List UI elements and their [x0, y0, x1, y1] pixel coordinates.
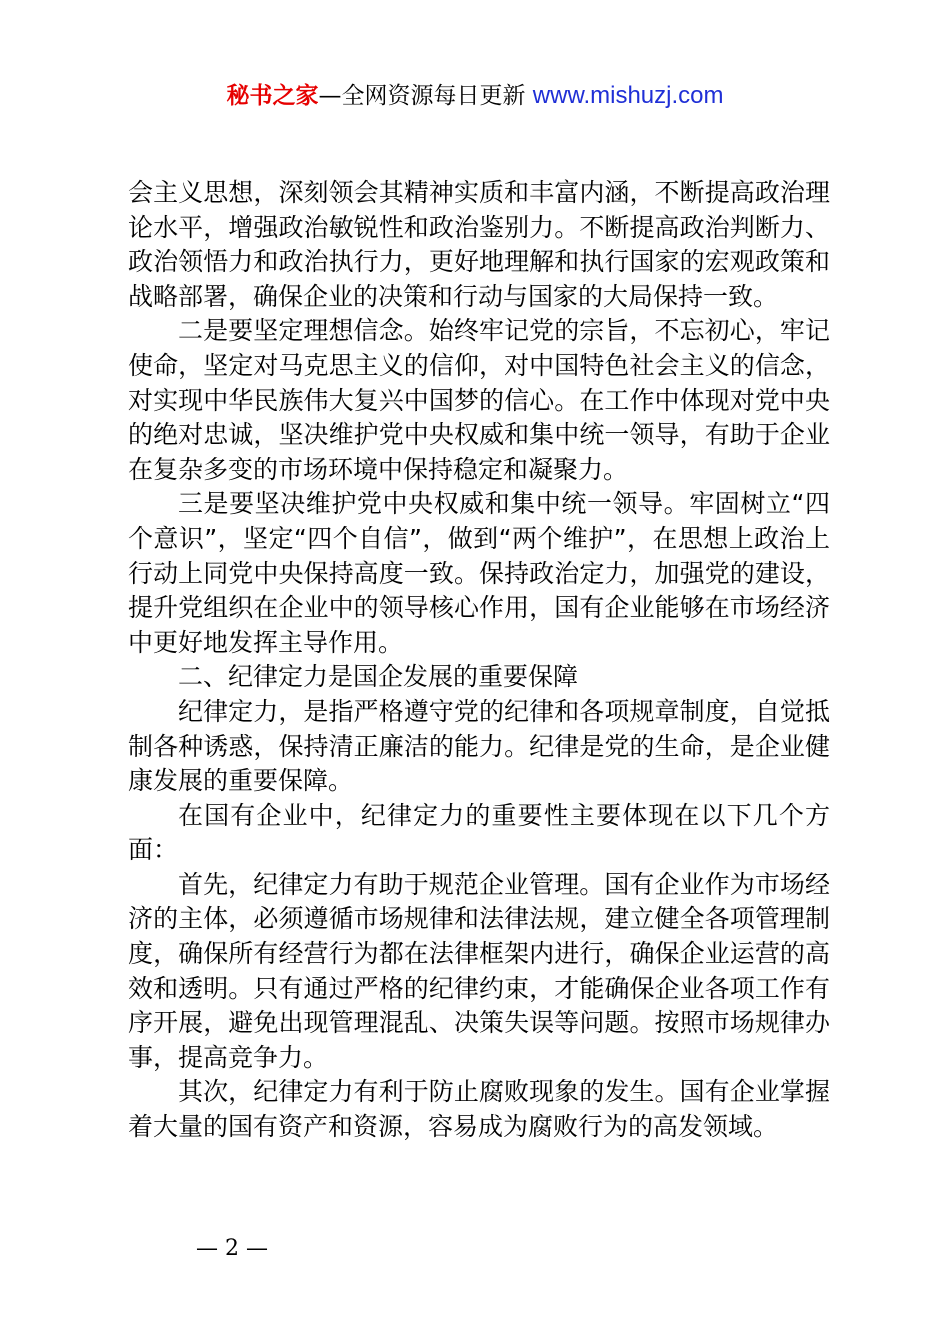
page-number: — 2 — — [196, 1236, 268, 1261]
paragraph-continuation: 会主义思想，深刻领会其精神实质和丰富内涵，不断提高政治理论水平，增强政治敏锐性和政治鉴别力。不断提高政治判断力、政治领悟力和政治执行力，更好地理解和执行国家的宏观政策和战略部署，确保企业的决策和行动与国家的大局保持一致。 — [128, 178, 830, 311]
header-tagline: —全网资源每日更新 — [318, 83, 533, 109]
paragraph-second-point: 其次，纪律定力有利于防止腐败现象的发生。国有企业掌握着大量的国有资产和资源，容易成为腐败行为的高发领域。 — [128, 1077, 830, 1142]
section-heading-discipline: 二、纪律定力是国企发展的重要保障 — [178, 662, 579, 692]
page-header — [0, 80, 950, 112]
paragraph-authority: 三是要坚决维护党中央权威和集中统一领导。牢固树立“四个意识”，坚定“四个自信”，做到“两个维护”，在思想上政治上行动上同党中央保持高度一致。保持政治定力，加强党的建设，提升党组织在企业中的领导核心作用，国有企业能够在市场经济中更好地发挥主导作用。 — [128, 489, 830, 657]
header-url-link[interactable]: www.mishuzj.com — [532, 82, 724, 109]
paragraph-discipline-definition: 纪律定力，是指严格遵守党的纪律和各项规章制度，自觉抵制各种诱惑，保持清正廉洁的能力。纪律是党的生命，是企业健康发展的重要保障。 — [128, 696, 830, 796]
paragraph-importance-intro: 在国有企业中，纪律定力的重要性主要体现在以下几个方面： — [128, 800, 830, 865]
paragraph-ideals: 二是要坚定理想信念。始终牢记党的宗旨，不忘初心，牢记使命，坚定对马克思主义的信仰，对中国特色社会主义的信念，对实现中华民族伟大复兴中国梦的信心。在工作中体现对党中央的绝对忠诚，坚决维护党中央权威和集中统一领导，有助于企业在复杂多变的市场环境中保持稳定和凝聚力。 — [128, 316, 830, 484]
document-body — [128, 176, 830, 1145]
header-brand: 秘书之家 — [226, 83, 319, 109]
paragraph-first-point: 首先，纪律定力有助于规范企业管理。国有企业作为市场经济的主体，必须遵循市场规律和法律法规，建立健全各项管理制度，确保所有经营行为都在法律框架内进行，确保企业运营的高效和透明。只有通过严格的纪律约束，才能确保企业各项工作有序开展，避免出现管理混乱、决策失误等问题。按照市场规律办事，提高竞争力。 — [128, 869, 830, 1072]
